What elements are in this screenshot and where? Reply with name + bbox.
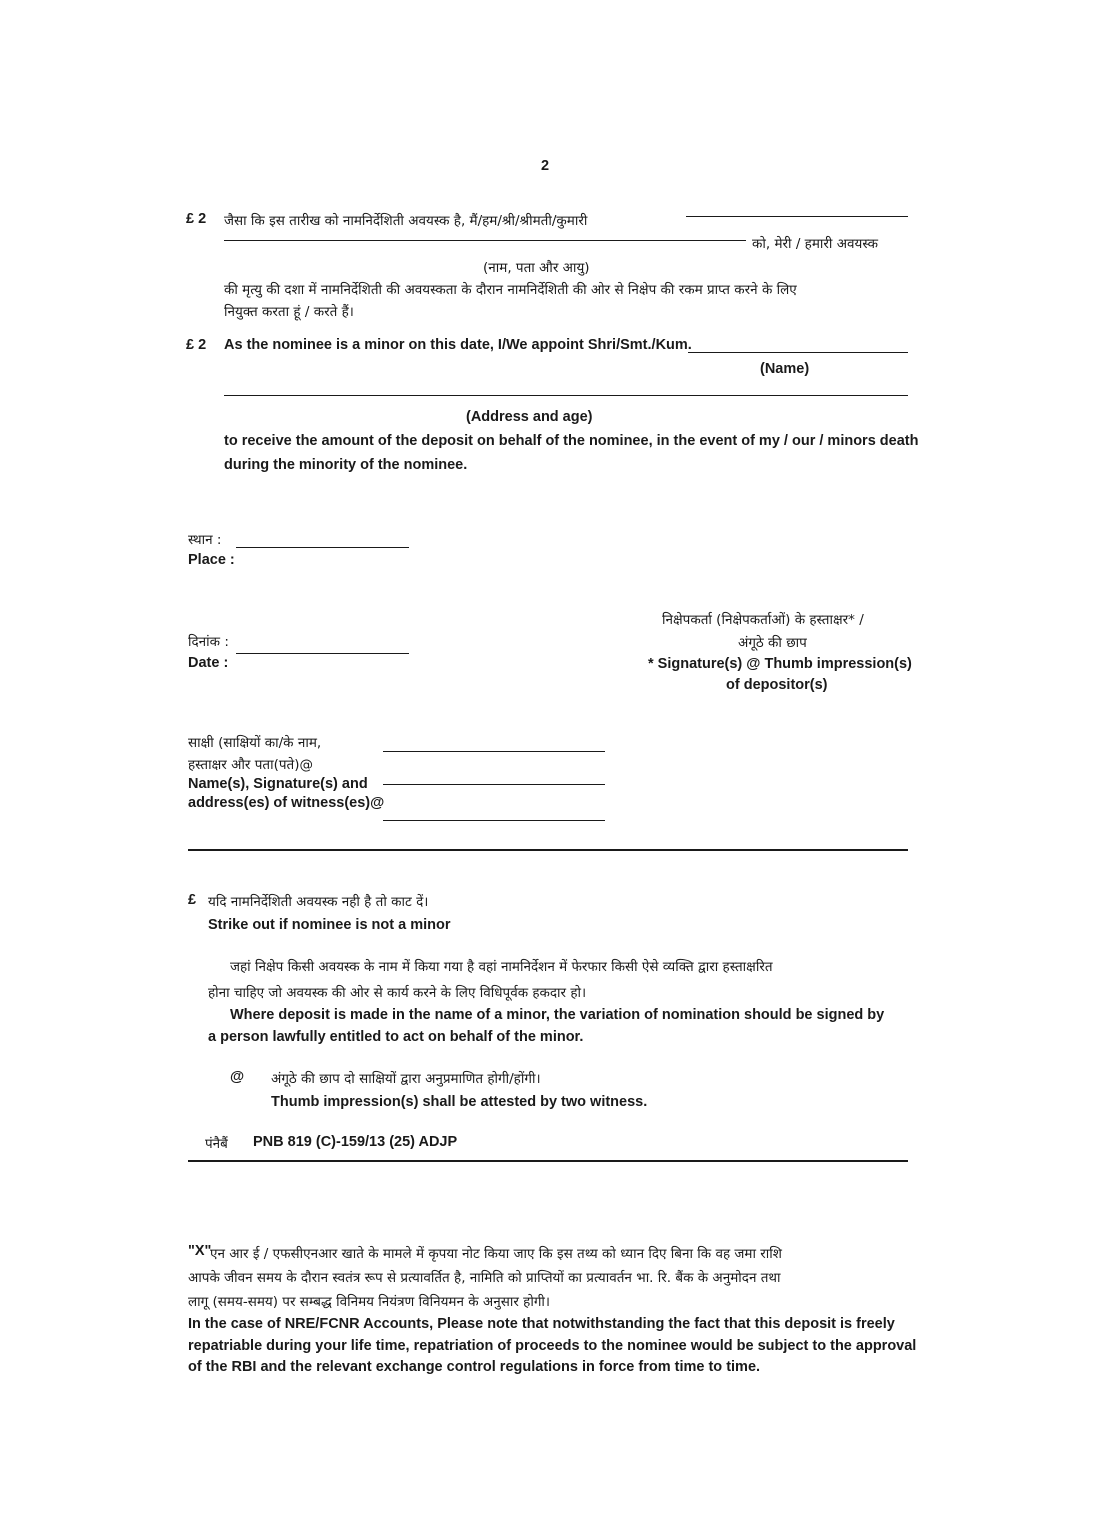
hindi-clause-line3: की मृत्यु की दशा में नामनिर्देशिती की अवयस्कता के दौरान नामनिर्देशिती की ओर से निक्षेप की रकम प्राप्त करने के लिए: [224, 282, 797, 298]
page-number: 2: [541, 158, 550, 174]
thumb-note-en: Thumb impression(s) shall be attested by two witness.: [271, 1094, 648, 1110]
nre-note-en-2: repatriable during your life time, repatriation of proceeds to the nominee would be subject to the approval: [188, 1338, 917, 1354]
clause-marker-en: £ 2: [186, 337, 207, 353]
witness-label-en-2: address(es) of witness(es)@: [188, 795, 385, 811]
signature-label-hi-2: अंगूठे की छाप: [738, 635, 807, 651]
guardian-name-line[interactable]: [686, 216, 908, 217]
nre-note-en-1: In the case of NRE/FCNR Accounts, Please note that notwithstanding the fact that this deposit is freely: [188, 1316, 895, 1332]
appointee-address-line[interactable]: [224, 395, 908, 396]
minor-note-hi-1: जहां निक्षेप किसी अवयस्क के नाम में किया गया है वहां नामनिर्देशन में फेरफार किसी ऐसे व्यक्ति द्वारा हस्ताक्षरित: [230, 959, 773, 975]
minor-note-en-2: a person lawfully entitled to act on behalf of the minor.: [208, 1029, 584, 1045]
nre-note-hi-1: एन आर ई / एफसीएनआर खाते के मामले में कृपया नोट किया जाए कि इस तथ्य को ध्यान दिए बिना कि वह जमा राशि: [210, 1246, 782, 1262]
strike-marker: £: [188, 892, 197, 908]
hindi-name-caption: (नाम, पता और आयु): [483, 260, 590, 276]
witness-label-hi-1: साक्षी (साक्षियों का/के नाम,: [188, 735, 322, 751]
strike-note-hi: यदि नामनिर्देशिती अवयस्क नही है तो काट दें।: [208, 894, 429, 910]
nre-note-hi-2: आपके जीवन समय के दौरान स्वतंत्र रूप से प्रत्यावर्तित है, नामिति को प्राप्तियों का प्रत्यावर्तन भा. रि. बैंक के अनुमोदन तथा: [188, 1270, 781, 1286]
appointee-name-line[interactable]: [688, 352, 908, 353]
footer-divider: [188, 1160, 908, 1162]
minor-note-en-1: Where deposit is made in the name of a minor, the variation of nomination should be signed by: [230, 1007, 885, 1023]
name-caption: (Name): [760, 361, 810, 377]
witness-label-hi-2: हस्ताक्षर और पता(पते)@: [188, 757, 313, 773]
english-clause-line1: As the nominee is a minor on this date, I/We appoint Shri/Smt./Kum.: [224, 337, 692, 353]
witness-label-en-1: Name(s), Signature(s) and: [188, 776, 368, 792]
minor-note-hi-2: होना चाहिए जो अवयस्क की ओर से कार्य करने के लिए विधिपूर्वक हकदार हो।: [208, 985, 587, 1001]
signature-label-en-2: of depositor(s): [726, 677, 828, 693]
thumb-note-hi: अंगूठे की छाप दो साक्षियों द्वारा अनुप्रमाणित होगी/होंगी।: [271, 1071, 541, 1087]
signature-label-en-1: * Signature(s) @ Thumb impression(s): [648, 656, 912, 672]
form-code: PNB 819 (C)-159/13 (25) ADJP: [253, 1134, 458, 1150]
date-field[interactable]: [236, 653, 409, 654]
english-clause-line3: during the minority of the nominee.: [224, 457, 468, 473]
form-code-hi: पंनैबैं: [205, 1136, 228, 1152]
witness-field-3[interactable]: [383, 820, 605, 821]
witness-field-2[interactable]: [383, 784, 605, 785]
address-caption: (Address and age): [466, 409, 593, 425]
place-field[interactable]: [236, 547, 409, 548]
place-label-en: Place :: [188, 552, 235, 568]
hindi-clause-line1: जैसा कि इस तारीख को नामनिर्देशिती अवयस्क है, मैं/हम/श्री/श्रीमती/कुमारी: [224, 213, 588, 229]
hindi-clause-line4: नियुक्त करता हूं / करते हैं।: [224, 304, 354, 320]
guardian-name-line-2[interactable]: [224, 240, 746, 241]
x-mark: "X": [188, 1243, 212, 1259]
signature-label-hi-1: निक्षेपकर्ता (निक्षेपकर्ताओं) के हस्ताक्षर* /: [662, 612, 864, 628]
witness-field-1[interactable]: [383, 751, 605, 752]
nre-note-hi-3: लागू (समय-समय) पर सम्बद्ध विनिमय नियंत्रण विनियमन के अनुसार होगी।: [188, 1294, 551, 1310]
nre-note-en-3: of the RBI and the relevant exchange control regulations in force from time to time.: [188, 1359, 761, 1375]
section-divider: [188, 849, 908, 851]
hindi-clause-line2-end: को, मेरी / हमारी अवयस्क: [752, 236, 878, 252]
strike-note-en: Strike out if nominee is not a minor: [208, 917, 451, 933]
thumb-marker: @: [230, 1069, 245, 1085]
english-clause-line2: to receive the amount of the deposit on behalf of the nominee, in the event of my / our / minors death: [224, 433, 919, 449]
date-label-hi: दिनांक :: [188, 634, 229, 650]
place-label-hi: स्थान :: [188, 532, 222, 548]
date-label-en: Date :: [188, 655, 229, 671]
clause-marker-hi: £ 2: [186, 211, 207, 227]
